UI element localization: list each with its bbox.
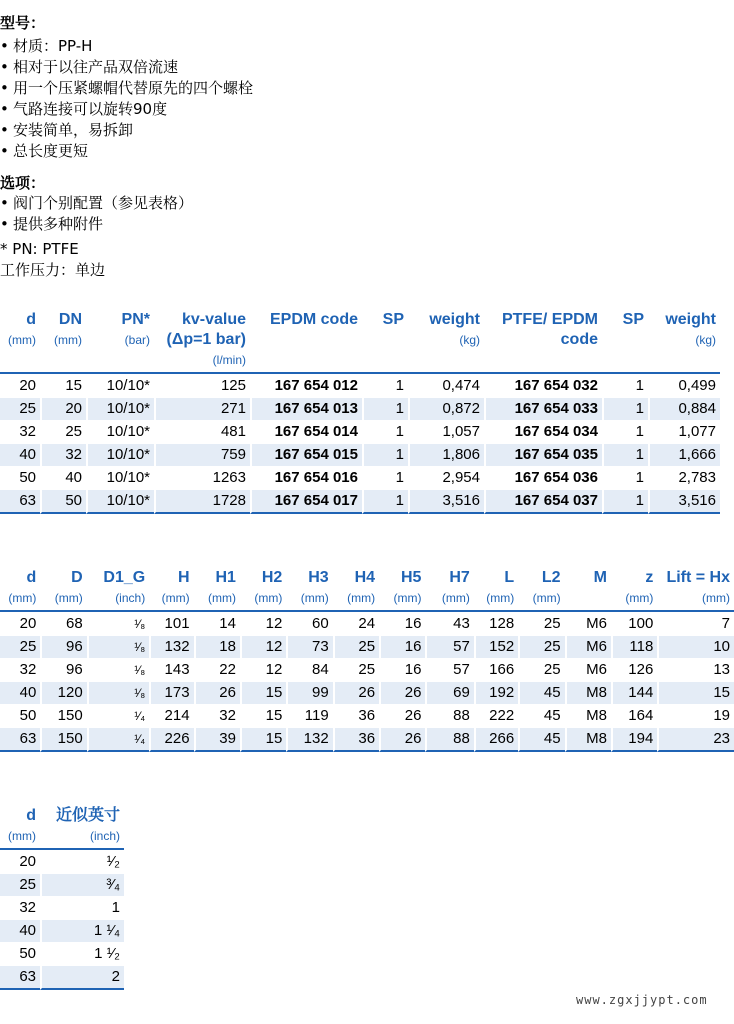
table-cell: 45 <box>518 681 564 704</box>
table-cell: 32 <box>0 420 40 443</box>
table-cell: 1 <box>362 397 408 420</box>
table-cell: 26 <box>333 681 379 704</box>
table-cell: 118 <box>611 635 657 658</box>
column-header-label: d <box>26 311 36 328</box>
column-header-label: H5 <box>400 569 422 586</box>
table-cell: 10 <box>657 635 734 658</box>
table-cell: 16 <box>379 635 425 658</box>
table-cell: 167 654 013 <box>250 397 362 420</box>
table-cell: 164 <box>611 704 657 727</box>
valve-codes-table <box>0 310 720 514</box>
table-cell: 119 <box>286 704 332 727</box>
column-unit: (mm) <box>347 591 376 605</box>
column-header-label: H4 <box>354 569 376 586</box>
table-cell: 0,499 <box>648 374 720 397</box>
table-row <box>0 397 720 420</box>
table-cell: 18 <box>194 635 240 658</box>
table-cell: 13 <box>657 658 734 681</box>
table-cell: 25 <box>0 397 40 420</box>
table-row <box>0 489 720 514</box>
table-cell: 759 <box>154 443 250 466</box>
table-cell: 25 <box>0 873 40 896</box>
table-cell: 40 <box>0 919 40 942</box>
bullet-icon: • <box>0 79 9 97</box>
table-cell: 3,516 <box>648 489 720 514</box>
table-cell: 226 <box>149 727 193 752</box>
table-cell: M8 <box>565 727 611 752</box>
table-cell: 39 <box>194 727 240 752</box>
table-cell: 0,884 <box>648 397 720 420</box>
column-unit: (mm) <box>625 591 654 605</box>
column-header-label: EPDM code <box>269 311 358 328</box>
table-cell: 96 <box>40 635 86 658</box>
table-cell: 32 <box>40 443 86 466</box>
table-cell: 40 <box>40 466 86 489</box>
table-cell: 24 <box>333 612 379 635</box>
table-cell: ¹⁄₄ <box>87 704 150 727</box>
table-cell: 167 654 037 <box>484 489 602 514</box>
feature-item-text: 安装简单，易拆卸 <box>13 121 134 139</box>
table-row <box>0 612 734 635</box>
column-unit: (mm) <box>54 333 82 347</box>
table-cell: 10/10* <box>86 420 154 443</box>
table-cell: 25 <box>518 658 564 681</box>
table-cell: 63 <box>0 489 40 514</box>
table-cell: 1,057 <box>408 420 484 443</box>
bullet-icon: • <box>0 215 9 233</box>
table-cell: 60 <box>286 612 332 635</box>
options-heading: 选项： <box>0 174 46 192</box>
table-cell: 20 <box>40 397 86 420</box>
table-cell: 167 654 012 <box>250 374 362 397</box>
table-cell: 7 <box>657 612 734 635</box>
table-cell: ¹⁄₈ <box>87 612 150 635</box>
table-cell: 57 <box>425 658 473 681</box>
table-cell: 144 <box>611 681 657 704</box>
feature-item <box>0 36 92 56</box>
table-cell: 10/10* <box>86 397 154 420</box>
column-unit: (mm) <box>441 591 470 605</box>
column-header <box>518 568 564 612</box>
column-header <box>86 310 154 374</box>
feature-item-text: 用一个压紧螺帽代替原先的四个螺栓 <box>13 79 254 97</box>
table-cell: 50 <box>0 942 40 965</box>
table-cell: ¹⁄₈ <box>87 681 150 704</box>
column-header-label: L <box>504 569 515 586</box>
table-cell: 143 <box>149 658 193 681</box>
table-cell: 63 <box>0 965 40 990</box>
table-row <box>0 965 124 990</box>
table-cell: 16 <box>379 612 425 635</box>
pressure-note: 工作压力：单边 <box>0 261 106 279</box>
table-cell: 1728 <box>154 489 250 514</box>
column-header-label: D1_G <box>103 569 146 586</box>
table-cell: 15 <box>240 727 286 752</box>
column-header-label: H7 <box>449 569 470 586</box>
table-cell: 36 <box>333 727 379 752</box>
table-cell: 1,077 <box>648 420 720 443</box>
column-unit: (l/min) <box>212 353 246 367</box>
table-cell: 12 <box>240 635 286 658</box>
table-cell: 25 <box>518 635 564 658</box>
column-unit: (mm) <box>393 591 422 605</box>
column-header-label: H2 <box>261 569 283 586</box>
table-cell: 10/10* <box>86 466 154 489</box>
table-cell: 73 <box>286 635 332 658</box>
table-cell: 101 <box>149 612 193 635</box>
table-cell: 132 <box>286 727 332 752</box>
table-cell: 96 <box>40 658 86 681</box>
table-cell: 32 <box>194 704 240 727</box>
table-cell: 0,872 <box>408 397 484 420</box>
table-cell: 84 <box>286 658 332 681</box>
table-cell: 1 ¹⁄₂ <box>40 942 124 965</box>
column-header-label: DN <box>58 311 82 328</box>
table-cell: 173 <box>149 681 193 704</box>
table-cell: 10/10* <box>86 489 154 514</box>
table-row <box>0 374 720 397</box>
table-cell: 1 <box>40 896 124 919</box>
table-cell: 1 <box>362 374 408 397</box>
column-header-label: Lift = Hx <box>666 569 730 586</box>
table-cell: 128 <box>474 612 518 635</box>
column-unit: (mm) <box>300 591 329 605</box>
table-cell: 43 <box>425 612 473 635</box>
table-cell: 25 <box>0 635 40 658</box>
feature-item <box>0 78 253 98</box>
column-unit: (mm) <box>8 591 37 605</box>
table-cell: 271 <box>154 397 250 420</box>
column-header-label: d <box>26 569 37 586</box>
table-cell: M6 <box>565 635 611 658</box>
column-unit: (mm) <box>702 591 730 605</box>
column-header-label: SP <box>622 311 644 328</box>
column-header <box>408 310 484 374</box>
column-unit: (mm) <box>8 333 36 347</box>
column-header <box>194 568 240 612</box>
column-header <box>0 310 40 374</box>
column-header <box>602 310 648 374</box>
table-cell: 10/10* <box>86 443 154 466</box>
table-cell: 167 654 015 <box>250 443 362 466</box>
column-unit: (mm) <box>486 591 515 605</box>
table-cell: 23 <box>657 727 734 752</box>
table-cell: 3,516 <box>408 489 484 514</box>
column-header <box>87 568 150 612</box>
table-row <box>0 635 734 658</box>
table-row <box>0 919 124 942</box>
column-unit: (inch) <box>89 829 120 843</box>
table-cell: 1 <box>362 443 408 466</box>
table-cell: 1 ¹⁄₄ <box>40 919 124 942</box>
table-cell: 1 <box>602 466 648 489</box>
table-cell: 32 <box>0 896 40 919</box>
table-cell: 99 <box>286 681 332 704</box>
table-cell: 1 <box>602 489 648 514</box>
column-header <box>0 806 40 850</box>
column-header-label: H1 <box>215 569 236 586</box>
feature-item-text: 相对于以往产品双倍流速 <box>13 58 179 76</box>
table-cell: 26 <box>379 681 425 704</box>
column-header <box>40 568 86 612</box>
table-cell: 167 654 017 <box>250 489 362 514</box>
table-cell: 126 <box>611 658 657 681</box>
column-header-label: z <box>645 569 654 586</box>
inch-conversion-table <box>0 806 124 990</box>
column-unit: (mm) <box>8 829 36 843</box>
table-cell: 481 <box>154 420 250 443</box>
table-cell: 50 <box>40 489 86 514</box>
table-row <box>0 873 124 896</box>
column-header <box>333 568 379 612</box>
table-cell: ¹⁄₂ <box>40 850 124 873</box>
table-cell: 1 <box>362 420 408 443</box>
feature-item-text: 气路连接可以旋转90度 <box>13 100 168 118</box>
table-cell: 36 <box>333 704 379 727</box>
table-cell: 45 <box>518 704 564 727</box>
table-cell: 167 654 014 <box>250 420 362 443</box>
table-row <box>0 896 124 919</box>
table-cell: 50 <box>0 704 40 727</box>
table-cell: ¹⁄₄ <box>87 727 150 752</box>
table-cell: 150 <box>40 727 86 752</box>
bullet-icon: • <box>0 142 9 160</box>
dimensions-table <box>0 568 734 752</box>
table-cell: 19 <box>657 704 734 727</box>
column-header-label: H3 <box>308 569 329 586</box>
column-header-label: H <box>178 569 190 586</box>
table-cell: 1 <box>602 374 648 397</box>
table-cell: ¹⁄₈ <box>87 658 150 681</box>
table-cell: 16 <box>379 658 425 681</box>
table-cell: 167 654 036 <box>484 466 602 489</box>
column-header-label: 近似英寸 <box>55 807 120 824</box>
column-unit: (mm) <box>532 591 561 605</box>
table-cell: 12 <box>240 658 286 681</box>
table-cell: 166 <box>474 658 518 681</box>
column-header-label: PN* <box>121 311 150 328</box>
table-cell: M6 <box>565 612 611 635</box>
table-cell: 40 <box>0 681 40 704</box>
table-cell: 45 <box>518 727 564 752</box>
pn-note: * PN: PTFE <box>0 240 79 258</box>
table-cell: 194 <box>611 727 657 752</box>
bullet-icon: • <box>0 100 9 118</box>
table-row <box>0 658 734 681</box>
model-heading: 型号： <box>0 14 46 32</box>
column-header-label: d <box>26 807 36 824</box>
table-cell: 167 654 035 <box>484 443 602 466</box>
column-unit: (bar) <box>124 333 150 347</box>
table-cell: 0,474 <box>408 374 484 397</box>
column-header <box>149 568 193 612</box>
column-header <box>250 310 362 374</box>
option-item <box>0 214 103 234</box>
column-header-label: PTFE/ EPDM code <box>501 311 598 348</box>
column-header <box>474 568 518 612</box>
table-cell: 100 <box>611 612 657 635</box>
table-cell: 26 <box>194 681 240 704</box>
table-cell: M8 <box>565 681 611 704</box>
column-header <box>648 310 720 374</box>
table-cell: 214 <box>149 704 193 727</box>
feature-item-text: 材质：PP-H <box>13 37 93 55</box>
table-cell: 1 <box>602 397 648 420</box>
table-cell: 125 <box>154 374 250 397</box>
column-header-label: SP <box>382 311 404 328</box>
table-cell: 15 <box>240 704 286 727</box>
column-header-label: weight <box>665 311 716 328</box>
option-item-text: 提供多种附件 <box>13 215 104 233</box>
table-cell: 20 <box>0 374 40 397</box>
table-cell: 20 <box>0 612 40 635</box>
table-cell: 15 <box>240 681 286 704</box>
table-cell: 222 <box>474 704 518 727</box>
table-cell: ¹⁄₈ <box>87 635 150 658</box>
column-header <box>425 568 473 612</box>
table-cell: 20 <box>0 850 40 873</box>
table-cell: 26 <box>379 727 425 752</box>
option-item <box>0 193 193 213</box>
column-unit: (kg) <box>459 333 480 347</box>
table-cell: 22 <box>194 658 240 681</box>
table-cell: 1 <box>602 420 648 443</box>
table-cell: 150 <box>40 704 86 727</box>
table-cell: 1,666 <box>648 443 720 466</box>
table-row <box>0 850 124 873</box>
column-unit: (inch) <box>115 591 146 605</box>
bullet-icon: • <box>0 194 9 212</box>
table-cell: 192 <box>474 681 518 704</box>
table-cell: 2 <box>40 965 124 990</box>
table-cell: 63 <box>0 727 40 752</box>
column-header-label: kv-value (Δp=1 bar) <box>166 311 246 348</box>
column-unit: (mm) <box>254 591 283 605</box>
column-header <box>286 568 332 612</box>
table-cell: 266 <box>474 727 518 752</box>
table-cell: 15 <box>40 374 86 397</box>
table-row <box>0 704 734 727</box>
table-cell: 2,783 <box>648 466 720 489</box>
column-header <box>657 568 734 612</box>
watermark: www.zgxjjypt.com <box>576 993 708 1007</box>
table-cell: M6 <box>565 658 611 681</box>
column-header <box>40 806 124 850</box>
bullet-icon: • <box>0 58 9 76</box>
table-cell: ³⁄₄ <box>40 873 124 896</box>
table-cell: 26 <box>379 704 425 727</box>
table-cell: 132 <box>149 635 193 658</box>
table-cell: 15 <box>657 681 734 704</box>
table-cell: 1,806 <box>408 443 484 466</box>
table-cell: 167 654 034 <box>484 420 602 443</box>
table-cell: 88 <box>425 704 473 727</box>
bullet-icon: • <box>0 37 9 55</box>
table-cell: 167 654 033 <box>484 397 602 420</box>
table-row <box>0 681 734 704</box>
table-cell: 167 654 032 <box>484 374 602 397</box>
feature-item <box>0 57 178 77</box>
column-header-label: M <box>593 569 607 586</box>
table-cell: 1 <box>362 466 408 489</box>
column-header <box>484 310 602 374</box>
column-unit: (mm) <box>207 591 236 605</box>
table-cell: 25 <box>333 635 379 658</box>
table-cell: 57 <box>425 635 473 658</box>
table-cell: 167 654 016 <box>250 466 362 489</box>
table-row <box>0 466 720 489</box>
column-header <box>154 310 250 374</box>
table-cell: 32 <box>0 658 40 681</box>
column-header <box>362 310 408 374</box>
table-row <box>0 942 124 965</box>
column-unit: (mm) <box>54 591 83 605</box>
table-cell: 88 <box>425 727 473 752</box>
table-cell: 10/10* <box>86 374 154 397</box>
bullet-icon: • <box>0 121 9 139</box>
table-cell: 25 <box>518 612 564 635</box>
column-unit: (mm) <box>161 591 190 605</box>
feature-item <box>0 141 88 161</box>
table-row <box>0 443 720 466</box>
table-cell: 25 <box>40 420 86 443</box>
table-cell: 68 <box>40 612 86 635</box>
table-cell: 152 <box>474 635 518 658</box>
column-header <box>240 568 286 612</box>
table-cell: 2,954 <box>408 466 484 489</box>
table-cell: M8 <box>565 704 611 727</box>
feature-item <box>0 99 167 119</box>
option-item-text: 阀门个别配置（参见表格） <box>13 194 194 212</box>
table-cell: 12 <box>240 612 286 635</box>
column-header-label: D <box>71 569 83 586</box>
table-cell: 50 <box>0 466 40 489</box>
column-header <box>611 568 657 612</box>
table-cell: 69 <box>425 681 473 704</box>
table-cell: 25 <box>333 658 379 681</box>
column-unit: (kg) <box>695 333 716 347</box>
table-row <box>0 420 720 443</box>
table-cell: 1 <box>602 443 648 466</box>
table-cell: 40 <box>0 443 40 466</box>
column-header-label: L2 <box>541 569 561 586</box>
column-header <box>40 310 86 374</box>
table-cell: 120 <box>40 681 86 704</box>
feature-item-text: 总长度更短 <box>13 142 89 160</box>
feature-item <box>0 120 133 140</box>
column-header <box>565 568 611 612</box>
column-header <box>0 568 40 612</box>
column-header <box>379 568 425 612</box>
table-row <box>0 727 734 752</box>
column-header-label: weight <box>429 311 480 328</box>
table-cell: 1 <box>362 489 408 514</box>
table-cell: 1263 <box>154 466 250 489</box>
table-cell: 14 <box>194 612 240 635</box>
